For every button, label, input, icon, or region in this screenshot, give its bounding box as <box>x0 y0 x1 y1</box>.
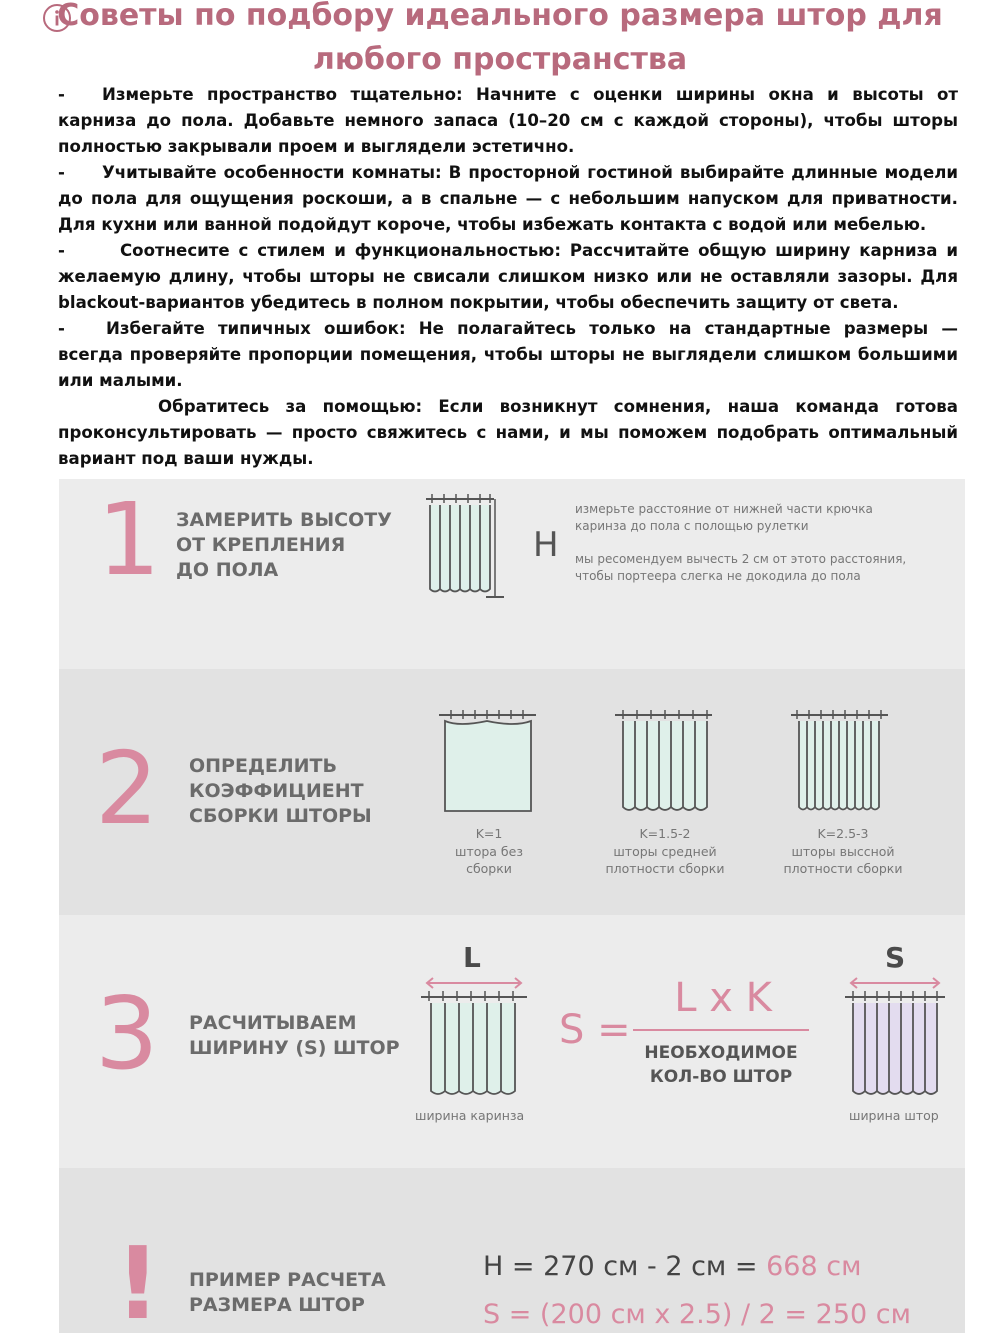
kornice-l-label: L <box>463 941 481 974</box>
tip-marker: - <box>58 319 65 338</box>
step-4-title: ПРИМЕР РАСЧЕТА РАЗМЕРА ШТОР <box>189 1269 386 1316</box>
curtain-width-caption: ширина штор <box>849 1108 939 1123</box>
curtain-sizing-infographic <box>59 479 965 1333</box>
curtain-medium-gather-icon <box>615 707 715 819</box>
variant-k-label: K=2.5-3 <box>817 826 869 841</box>
page-title-line-2: любого пространства <box>312 42 688 77</box>
closing-paragraph: Обратитесь за помощью: Если возникнут сомнения, наша команда готова проконсультировать — просто свяжитесь с нами, и мы поможем подобрать оптимальный вариант под ваши нужды. <box>58 397 958 468</box>
step-1-number: 1 <box>97 481 161 598</box>
step-1-note-1: измерьте расстояние от нижней части крючка каринза до пола с полощью рулетки <box>575 502 873 533</box>
tip-text: Учитывайте особенности комнаты: В просторной гостиной выбирайте длинные модели до пола для ощущения роскоши, а в спальне — с небольшим напуском для приватности. Для кухни или ванной подойдут короче, чтобы избежать контакта с водой или мебелью. <box>58 163 958 234</box>
tips-list <box>58 82 958 472</box>
tip-marker: - <box>58 241 65 260</box>
curtain-no-gather-icon <box>439 707 539 819</box>
formula-fraction-bar <box>633 1029 809 1031</box>
tip-text: Измерьте пространство тщательно: Начните с оценки ширины окна и высоты от карниза до пола. Добавьте немного запаса (10–20 см с каждой стороны), чтобы шторы полностью закрывали проем и выглядели эстетично. <box>58 85 958 156</box>
example-width-calc: S = (200 см x 2.5) / 2 = 250 см <box>483 1299 911 1330</box>
height-h-label: H <box>533 525 559 565</box>
rod-width-caption: ширина каринза <box>415 1108 525 1123</box>
curtain-height-icon <box>424 491 544 601</box>
height-calc-result: 668 см <box>766 1251 862 1282</box>
step-2-title: ОПРЕДЕЛИТЬ КОЭФФИЦИЕНТ СБОРКИ ШТОРЫ <box>189 755 372 827</box>
variant-desc: шторы выссной плотности сборки <box>783 844 903 876</box>
step-2-number: 2 <box>95 730 159 847</box>
tip-paragraph <box>58 82 958 160</box>
variant-k-label: K=1 <box>475 826 503 841</box>
formula-denominator: НЕОБХОДИМОЕ КОЛ-ВО ШТОР <box>644 1043 798 1087</box>
variant-desc: шторы средней плотности сборки <box>605 844 725 876</box>
tip-marker: - <box>58 85 65 104</box>
curtain-rod-width-icon <box>421 977 533 1107</box>
variant-k-label: K=1.5-2 <box>639 826 691 841</box>
tip-paragraph <box>58 238 958 316</box>
step-3-number: 3 <box>95 975 159 1092</box>
variant-desc: штора без сборки <box>455 844 523 876</box>
tip-paragraph <box>58 160 958 238</box>
tip-paragraph <box>58 316 958 394</box>
step-3-title: РАСЧИТЫВАЕМ ШИРИНУ (S) ШТОР <box>189 1012 400 1059</box>
height-calc-expression: H = 270 см - 2 см = <box>483 1251 758 1282</box>
formula-s-equals: S = <box>559 1007 631 1053</box>
tip-text: Избегайте типичных ошибок: Не полагайтесь только на стандартные размеры — всегда проверяйте пропорции помещения, чтобы шторы не выглядели слишком большими или малыми. <box>58 319 958 390</box>
tip-text: Соотнесите с стилем и функциональностью: Рассчитайте общую ширину карниза и желаемую длину, чтобы шторы не свисали слишком низко или не оставляли зазоры. Для blackout-вариантов убедитесь в полном покрытии, чтобы обеспечить защиту от света. <box>58 241 958 312</box>
step-1-note-2: мы ресомендуем вычесть 2 см от этото расстояния, чтобы портеера слегка не докодила до пола <box>575 552 907 583</box>
page-header <box>0 0 1000 80</box>
example-height-calc <box>483 1249 861 1285</box>
step-1-title: ЗАМЕРИТЬ ВЫСОТУ ОТ КРЕПЛЕНИЯ ДО ПОЛА <box>176 509 392 581</box>
curtain-width-icon <box>845 977 949 1107</box>
tip-marker: - <box>58 163 65 182</box>
formula-numerator: L x K <box>674 975 772 1021</box>
step-4-exclamation: ! <box>115 1225 161 1333</box>
page-title-line-1: Советы по подбору идеального размера штор для <box>57 0 943 33</box>
curtain-s-label: S <box>885 941 906 974</box>
curtain-high-gather-icon <box>791 707 891 819</box>
